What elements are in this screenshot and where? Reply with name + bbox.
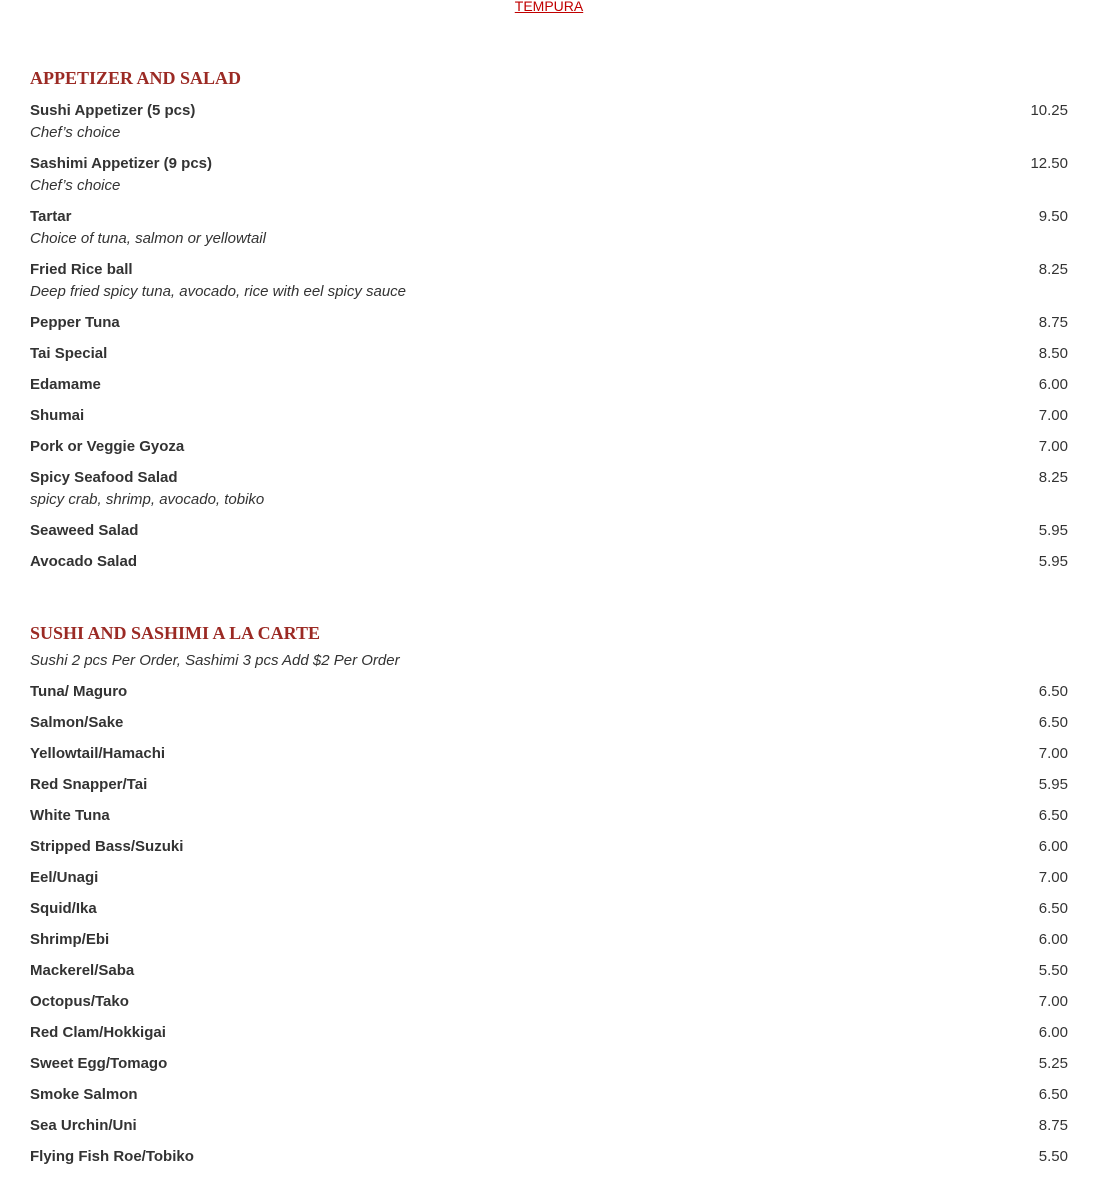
menu-item	[30, 683, 1068, 701]
menu-item-name: Sweet Egg/Tomago	[30, 1055, 168, 1072]
menu-item-price: 8.25	[1038, 469, 1068, 486]
menu-item-row	[30, 102, 1068, 120]
menu-item-description: Deep fried spicy tuna, avocado, rice with eel spicy sauce	[30, 283, 407, 300]
menu-item-name: Sashimi Appetizer (9 pcs)	[30, 155, 212, 172]
menu-item-row	[30, 714, 1068, 732]
menu-item-name: Pork or Veggie Gyoza	[30, 438, 185, 455]
menu-item-row	[30, 962, 1068, 980]
menu-item-row	[30, 438, 1068, 456]
menu-item	[30, 102, 1068, 142]
menu-item-row	[30, 155, 1068, 173]
menu-item-price: 6.00	[1038, 931, 1068, 948]
menu-item-row	[30, 553, 1068, 571]
menu-item-row	[30, 838, 1068, 856]
menu-item	[30, 469, 1068, 509]
menu-item-row	[30, 376, 1068, 394]
menu-item	[30, 807, 1068, 825]
menu-item-name: Tuna/ Maguro	[30, 683, 128, 700]
menu-item-price: 9.50	[1038, 208, 1068, 225]
menu-item-row	[30, 993, 1068, 1011]
menu-item-name: Avocado Salad	[30, 553, 137, 570]
menu-item-price: 7.00	[1038, 407, 1068, 424]
menu-item-row	[30, 1086, 1068, 1104]
menu-item	[30, 869, 1068, 887]
menu-item	[30, 376, 1068, 394]
menu-item-price: 5.50	[1038, 962, 1068, 979]
menu-item-row	[30, 345, 1068, 363]
menu-item-row	[30, 1117, 1068, 1135]
menu-item	[30, 838, 1068, 856]
menu-item-description: Chef’s choice	[30, 177, 121, 194]
menu-item-row	[30, 1055, 1068, 1073]
menu-item	[30, 208, 1068, 248]
menu-item-row	[30, 314, 1068, 332]
menu-item-price: 6.50	[1038, 683, 1068, 700]
menu-item-name: Tai Special	[30, 345, 108, 362]
menu-item	[30, 931, 1068, 949]
menu-item	[30, 314, 1068, 332]
menu-item	[30, 345, 1068, 363]
menu-item-row	[30, 469, 1068, 487]
menu-item-price: 5.95	[1038, 776, 1068, 793]
menu-item	[30, 745, 1068, 763]
menu-item-name: Smoke Salmon	[30, 1086, 138, 1103]
menu-item-name: Mackerel/Saba	[30, 962, 135, 979]
menu-item	[30, 155, 1068, 195]
section-appetizer-and-salad	[30, 67, 1068, 571]
section-title: SUSHI AND SASHIMI A LA CARTE	[30, 623, 320, 643]
menu-item	[30, 438, 1068, 456]
menu-item-name: Tartar	[30, 208, 72, 225]
menu-item	[30, 522, 1068, 540]
menu-item-name: Fried Rice ball	[30, 261, 133, 278]
menu-item-row	[30, 261, 1068, 279]
menu-item-name: Octopus/Tako	[30, 993, 129, 1010]
menu-item-name: Spicy Seafood Salad	[30, 469, 178, 486]
menu-item	[30, 261, 1068, 301]
menu-item-name: Shumai	[30, 407, 85, 424]
menu-item-name: Edamame	[30, 376, 101, 393]
menu-item	[30, 962, 1068, 980]
menu-item-name: Pepper Tuna	[30, 314, 120, 331]
menu-item-price: 6.50	[1038, 900, 1068, 917]
menu-item-name: Salmon/Sake	[30, 714, 124, 731]
menu-item-row	[30, 931, 1068, 949]
menu-item-row	[30, 683, 1068, 701]
menu-item	[30, 1117, 1068, 1135]
menu-item-name: Red Snapper/Tai	[30, 776, 148, 793]
menu-item-price: 6.50	[1038, 1086, 1068, 1103]
menu-item-price: 7.00	[1038, 869, 1068, 886]
menu-item-price: 6.50	[1038, 807, 1068, 824]
menu-item-price: 7.00	[1038, 745, 1068, 762]
menu-item-name: Sushi Appetizer (5 pcs)	[30, 102, 196, 119]
menu-item-row	[30, 522, 1068, 540]
top-nav-link-wrapper	[0, 0, 1098, 14]
tempura-link[interactable]: TEMPURA	[514, 0, 584, 14]
menu-item-price: 6.00	[1038, 1024, 1068, 1041]
menu-item	[30, 1024, 1068, 1042]
section-note: Sushi 2 pcs Per Order, Sashimi 3 pcs Add $2 Per Order	[30, 652, 400, 669]
menu-item-price: 5.95	[1038, 522, 1068, 539]
menu-item-name: Eel/Unagi	[30, 869, 99, 886]
menu-item	[30, 900, 1068, 918]
menu-item-price: 7.00	[1038, 438, 1068, 455]
menu-item-name: Yellowtail/Hamachi	[30, 745, 166, 762]
menu-item-row	[30, 208, 1068, 226]
menu-item	[30, 1086, 1068, 1104]
menu-item-price: 5.95	[1038, 553, 1068, 570]
menu-item-name: Seaweed Salad	[30, 522, 139, 539]
menu-item-price: 12.50	[1030, 155, 1068, 172]
menu-item-name: Red Clam/Hokkigai	[30, 1024, 166, 1041]
menu-item-name: Flying Fish Roe/Tobiko	[30, 1148, 194, 1165]
section-title: APPETIZER AND SALAD	[30, 68, 242, 88]
menu-item-row	[30, 869, 1068, 887]
menu-item-price: 6.00	[1038, 838, 1068, 855]
menu-item-row	[30, 1148, 1068, 1166]
menu-item-price: 7.00	[1038, 993, 1068, 1010]
menu-item-price: 6.50	[1038, 714, 1068, 731]
menu-item-price: 5.25	[1038, 1055, 1068, 1072]
menu-item	[30, 407, 1068, 425]
menu-item	[30, 1055, 1068, 1073]
menu-item-row	[30, 807, 1068, 825]
menu-item-row	[30, 1024, 1068, 1042]
menu-item-name: White Tuna	[30, 807, 110, 824]
menu-item-row	[30, 407, 1068, 425]
menu-item-description: Chef’s choice	[30, 124, 121, 141]
menu-item-name: Sea Urchin/Uni	[30, 1117, 137, 1134]
menu-item-name: Stripped Bass/Suzuki	[30, 838, 184, 855]
menu-item	[30, 1148, 1068, 1166]
menu-item-row	[30, 900, 1068, 918]
menu-item-price: 8.25	[1038, 261, 1068, 278]
menu-item-price: 8.50	[1038, 345, 1068, 362]
menu-item-price: 8.75	[1038, 1117, 1068, 1134]
menu-item-list	[30, 683, 1068, 1166]
menu-item	[30, 553, 1068, 571]
menu-item-price: 8.75	[1038, 314, 1068, 331]
menu-item	[30, 993, 1068, 1011]
menu-item	[30, 776, 1068, 794]
menu-item-name: Squid/Ika	[30, 900, 97, 917]
menu-item-price: 10.25	[1030, 102, 1068, 119]
menu-item-description: spicy crab, shrimp, avocado, tobiko	[30, 491, 265, 508]
section-sushi-sashimi-a-la-carte	[30, 622, 1068, 1166]
menu-item-list	[30, 102, 1068, 571]
menu-item-price: 6.00	[1038, 376, 1068, 393]
menu-item-row	[30, 745, 1068, 763]
menu-item-name: Shrimp/Ebi	[30, 931, 110, 948]
menu-item-price: 5.50	[1038, 1148, 1068, 1165]
menu-item-row	[30, 776, 1068, 794]
menu-item	[30, 714, 1068, 732]
menu-item-description: Choice of tuna, salmon or yellowtail	[30, 230, 266, 247]
